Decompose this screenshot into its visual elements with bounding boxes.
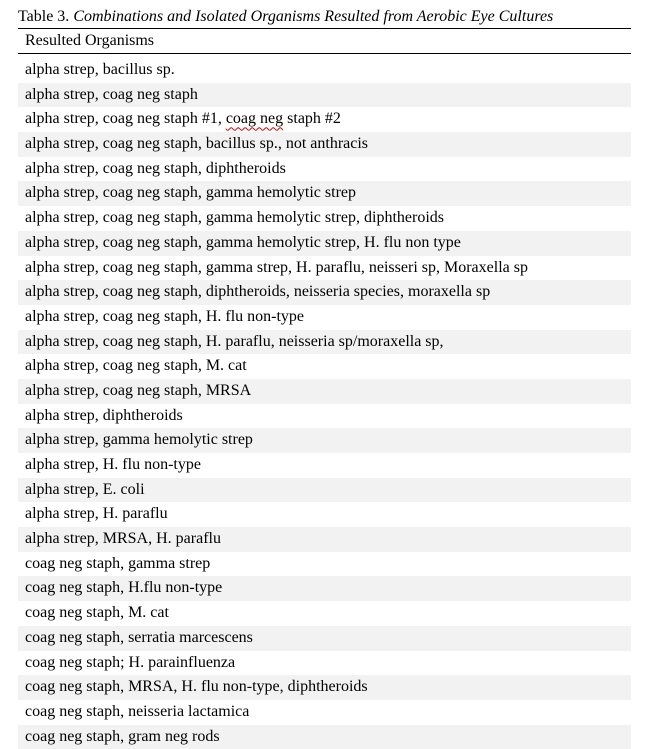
table-row: alpha strep, bacillus sp.	[25, 61, 175, 78]
table-header: Resulted Organisms	[18, 28, 631, 54]
caption-label: Table 3.	[18, 8, 70, 25]
table-row: alpha strep, coag neg staph, gamma hemolytic strep, diphtheroids	[25, 209, 444, 227]
table-row: alpha strep, diphtheroids	[25, 406, 183, 424]
table-row: coag neg staph, gamma strep	[25, 554, 211, 572]
table-row	[18, 107, 631, 132]
table-body	[18, 58, 631, 749]
table-row: alpha strep, coag neg staph, H. paraflu, neisseria sp/moraxella sp,	[18, 330, 631, 355]
table-row: alpha strep, coag neg staph, diphtheroids	[25, 159, 286, 177]
row-text-segment: alpha strep, coag neg staph #1,	[25, 110, 226, 128]
table-row: alpha strep, coag neg staph	[18, 83, 631, 108]
caption-title: Combinations and Isolated Organisms Resulted from Aerobic Eye Cultures	[73, 8, 554, 25]
table-row: coag neg staph, M. cat	[25, 604, 169, 622]
table-row: coag neg staph, MRSA, H. flu non-type, diphtheroids	[18, 675, 631, 700]
table-row: alpha strep, coag neg staph, M. cat	[25, 357, 247, 375]
table-row: alpha strep, MRSA, H. paraflu	[18, 527, 631, 552]
table-row: alpha strep, coag neg staph, MRSA	[18, 379, 631, 404]
table-row: coag neg staph, H.flu non-type	[18, 576, 631, 601]
table-row: alpha strep, coag neg staph, gamma hemolytic strep, H. flu non type	[18, 231, 631, 256]
table-row: coag neg staph, serratia marcescens	[18, 626, 631, 651]
table-row: coag neg staph, neisseria lactamica	[25, 702, 250, 720]
table-row: alpha strep, H. flu non-type	[25, 456, 201, 473]
table-row: alpha strep, coag neg staph, bacillus sp., not anthracis	[18, 132, 631, 157]
table-row: alpha strep, coag neg staph, gamma hemolytic strep	[18, 181, 631, 206]
table-row: alpha strep, E. coli	[18, 478, 631, 503]
spellcheck-flagged-text: coag neg	[225, 110, 284, 128]
table-row: alpha strep, coag neg staph, diphtheroids, neisseria species, moraxella sp	[18, 280, 631, 305]
table-row: alpha strep, coag neg staph, H. flu non-type	[25, 307, 305, 325]
table-row: coag neg staph, gram neg rods	[18, 725, 631, 749]
table-caption	[18, 7, 553, 27]
table-row: alpha strep, H. paraflu	[25, 505, 168, 523]
table-row: alpha strep, gamma hemolytic strep	[18, 428, 631, 453]
table-row: alpha strep, coag neg staph, gamma strep, H. paraflu, neisseri sp, Moraxella sp	[25, 258, 528, 276]
table-row: coag neg staph; H. parainfluenza	[25, 653, 236, 671]
row-text-segment: staph #2	[283, 110, 341, 128]
organisms-table	[18, 28, 631, 749]
